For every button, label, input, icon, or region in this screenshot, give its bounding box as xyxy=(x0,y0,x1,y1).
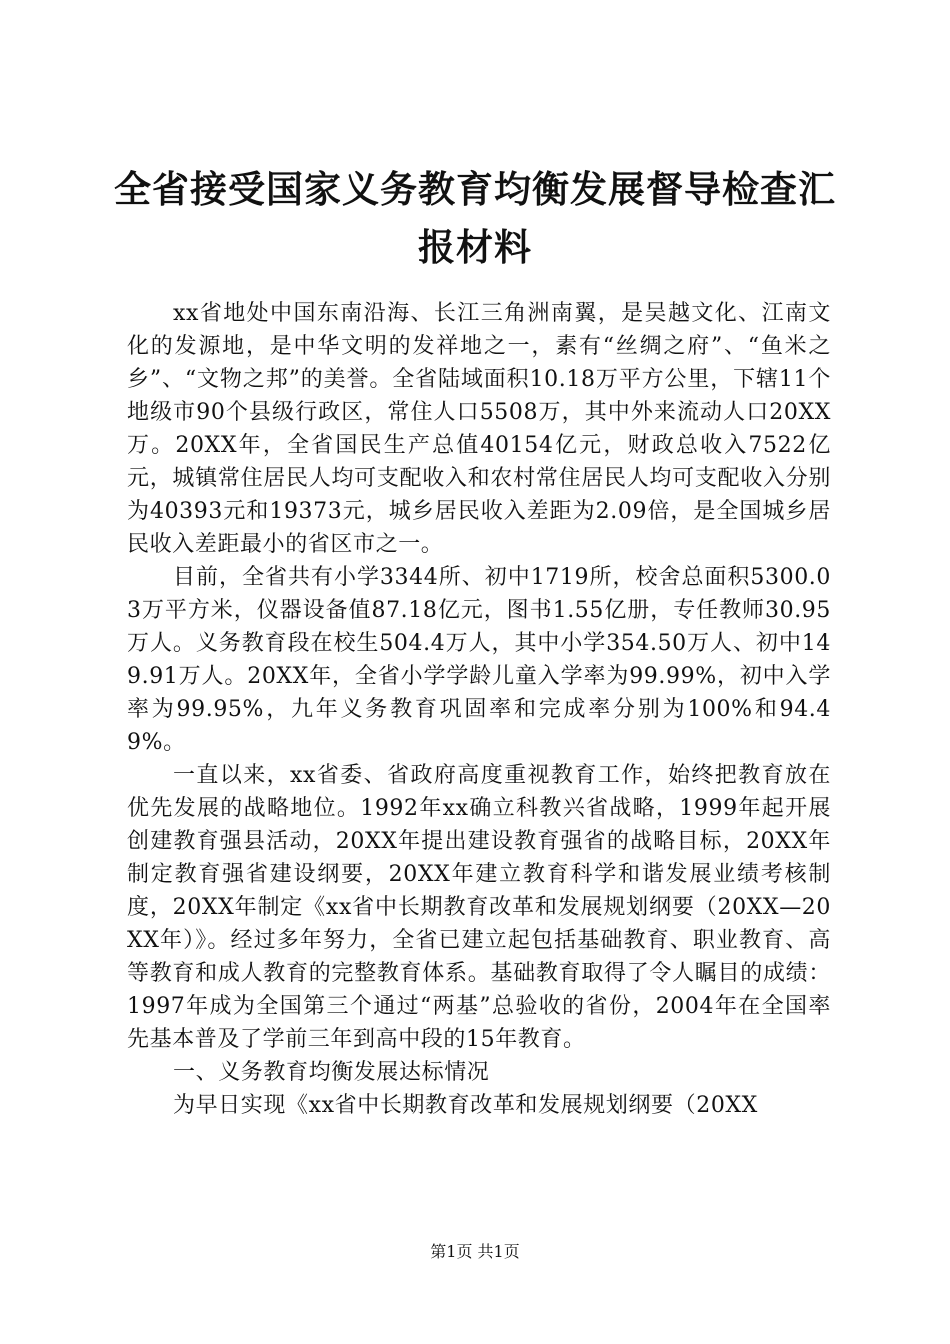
document-body xyxy=(127,297,831,1122)
paragraph-education-history: 一直以来，xx省委、省政府高度重视教育工作，始终把教育放在优先发展的战略地位。1992年xx确立科教兴省战略，1999年起开展创建教育强县活动，20XX年提出建设教育强省的战略目标，20XX年制定教育强省建设纲要，20XX年建立教育科学和谐发展业绩考核制度，20XX年制定《xx省中长期教育改革和发展规划纲要（20XX—20XX年）》。经过多年努力，全省已建立起包括基础教育、职业教育、高等教育和成人教育的完整教育体系。基础教育取得了令人瞩目的成绩：1997年成为全国第三个通过“两基”总验收的省份，2004年在全国率先基本普及了学前三年到高中段的15年教育。 xyxy=(127,763,831,1052)
page-number-footer: 第1页 共1页 xyxy=(430,1242,520,1261)
paragraph-province-overview: xx省地处中国东南沿海、长江三角洲南翼，是吴越文化、江南文化的发源地，是中华文明的发祥地之一，素有“丝绸之府”、“鱼米之乡”、“文物之邦”的美誉。全省陆域面积10.18万平方公里，下辖11个地级市90个县级行政区，常住人口5508万，其中外来流动人口20XX万。20XX年，全省国民生产总值40154亿元，财政总收入7522亿元，城镇常住居民人均可支配收入和农村常住居民人均可支配收入分别为40393元和19373元，城乡居民收入差距为2.09倍，是全国城乡居民收入差距最小的省区市之一。 xyxy=(127,301,831,557)
section-heading-balanced-development: 一、义务教育均衡发展达标情况 xyxy=(173,1060,490,1085)
document-title: 全省接受国家义务教育均衡发展督导检查汇报材料 xyxy=(114,167,836,269)
paragraph-school-statistics: 目前，全省共有小学3344所、初中1719所，校舍总面积5300.03万平方米，仪器设备值87.18亿元，图书1.55亿册，专任教师30.95万人。义务教育段在校生504.4万人，其中小学354.50万人、初中149.91万人。20XX年，全省小学学龄儿童入学率为99.99%，初中入学率为99.95%，九年义务教育巩固率和完成率分别为100%和94.49%。 xyxy=(127,565,831,755)
paragraph-goal-intro: 为早日实现《xx省中长期教育改革和发展规划纲要（20XX xyxy=(173,1093,758,1118)
